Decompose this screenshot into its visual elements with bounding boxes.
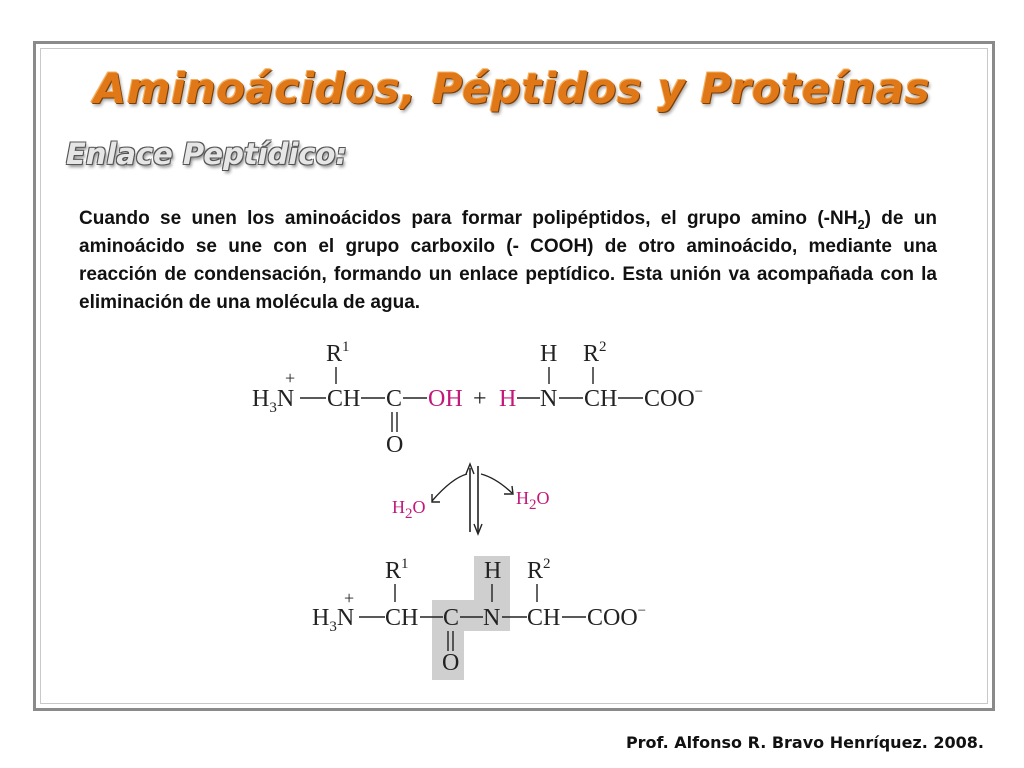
r2-label-bottom: $R^2$: [527, 556, 551, 584]
h3n-group: $H_3N$: [252, 386, 295, 416]
product: [312, 556, 646, 680]
c-label: C: [386, 386, 403, 412]
ch1-label: CH: [327, 386, 361, 412]
ch2-bottom: CH: [527, 605, 561, 631]
footer-credit: Prof. Alfonso R. Bravo Henríquez. 2008.: [625, 733, 984, 752]
oh-label: OH: [428, 386, 463, 412]
water-left: $H_2O$: [392, 497, 426, 522]
h-label: H: [499, 386, 517, 412]
slide-title: Aminoácidos, Péptidos y Proteínas: [93, 64, 931, 113]
slide-subtitle: Enlace Peptídico:: [66, 137, 348, 171]
paragraph-part2: ) de un aminoácido se une con el grupo carboxilo (- COOH) de otro aminoácido, mediante una reacción de condensación, formando un enlace peptídico. Esta unión va acompañada con la eliminación de una molécula de agua.: [79, 208, 937, 313]
h-top-bottom: H: [484, 558, 502, 584]
equilibrium-arrows: [392, 464, 550, 534]
ch1-bottom: CH: [385, 605, 419, 631]
plus-sign: +: [473, 386, 487, 412]
paragraph-subscript: 2: [857, 216, 865, 232]
o-label: O: [386, 432, 404, 458]
n-bottom: N: [483, 605, 501, 631]
coo-bottom: COO−: [587, 603, 647, 631]
plus-charge-bottom: +: [344, 588, 355, 608]
h-top-label: H: [540, 341, 558, 367]
plus-charge: +: [285, 368, 296, 388]
o-bottom: O: [442, 650, 460, 676]
water-right: $H_2O$: [516, 488, 550, 513]
coo-label: COO−: [644, 384, 704, 412]
h3n-group-bottom: $H_3N$: [312, 605, 355, 635]
n2-label: N: [540, 386, 558, 412]
reactants: [252, 339, 703, 458]
curve-right: [481, 474, 512, 493]
r1-label: $R^1$: [326, 339, 350, 367]
curve-left: [432, 474, 467, 501]
paragraph-part1: Cuando se unen los aminoácidos para formar polipéptidos, el grupo amino (-NH: [79, 208, 858, 229]
curve-left-head: [432, 494, 440, 502]
c-bottom: C: [443, 605, 460, 631]
r2-label: $R^2$: [583, 339, 607, 367]
ch2-label: CH: [584, 386, 618, 412]
r1-label-bottom: $R^1$: [385, 556, 409, 584]
